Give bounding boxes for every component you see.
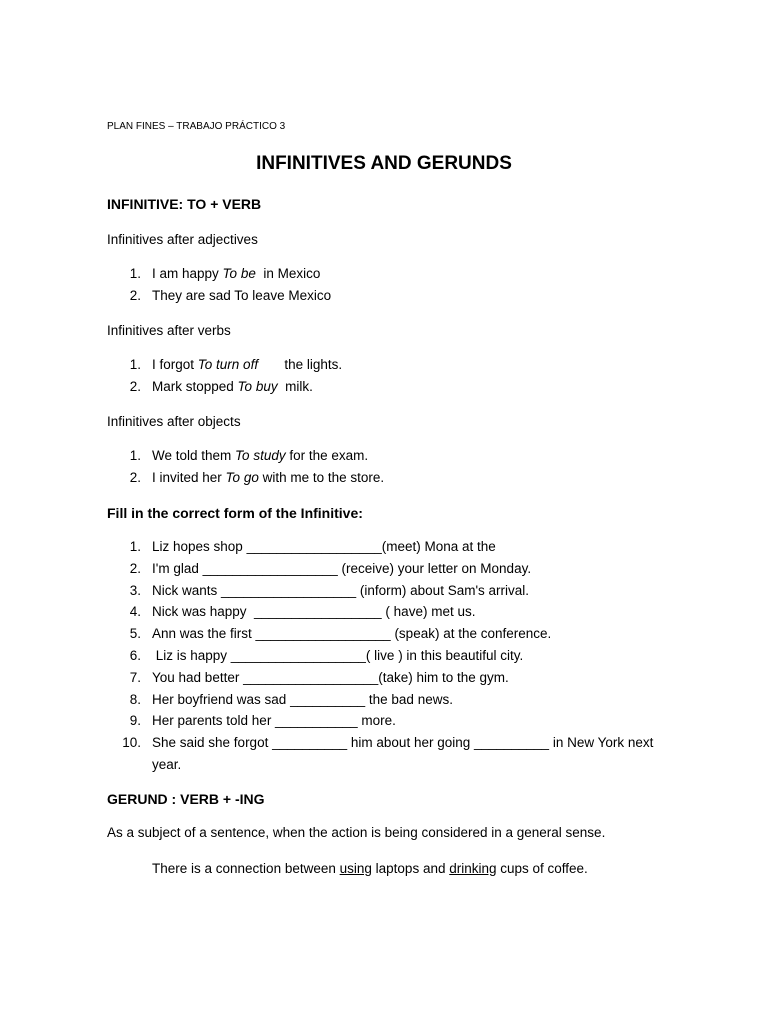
list-item: 1. I forgot To turn off the lights. (129, 357, 343, 372)
exercise-item: 2. I'm glad __________________ (receive) your letter on Monday. (129, 560, 532, 576)
gerund-description: As a subject of a sentence, when the action is being considered in a general sense. (107, 825, 606, 840)
list-item: 2. They are sad To leave Mexico (129, 287, 332, 303)
exercise-item: 5. Ann was the first __________________ (speak) at the conference. (129, 626, 552, 642)
verbs-label: Infinitives after verbs (107, 323, 231, 338)
underlined-gerund: drinking (449, 861, 497, 876)
list-item: 1. We told them To study for the exam. (129, 448, 369, 463)
exercise-list (107, 536, 667, 776)
objects-examples (107, 445, 667, 489)
exercise-heading: Fill in the correct form of the Infinitive: (107, 505, 363, 521)
verbs-examples (107, 354, 667, 398)
list-item: 2. Mark stopped To buy milk. (129, 378, 313, 394)
list-item: 2. I invited her To go with me to the store. (129, 469, 385, 485)
exercise-item: 8. Her boyfriend was sad __________ the bad news. (129, 691, 453, 707)
page-title: INFINITIVES AND GERUNDS (256, 153, 512, 174)
exercise-item: 9. Her parents told her ___________ more. (129, 713, 396, 729)
exercise-item: 6. Liz is happy __________________( live ) in this beautiful city. (129, 647, 524, 663)
exercise-item: 7. You had better __________________(take) him to the gym. (129, 669, 509, 685)
list-item: 1. I am happy To be in Mexico (129, 266, 321, 281)
objects-label: Infinitives after objects (107, 414, 241, 429)
exercise-item: 10. She said she forgot __________ him about her going __________ in New York next year. (122, 735, 654, 772)
gerund-example: There is a connection between using laptops and drinking cups of coffee. (152, 861, 588, 876)
exercise-item: 3. Nick wants __________________ (inform) about Sam's arrival. (129, 582, 530, 598)
underlined-gerund: using (339, 861, 372, 876)
infinitive-heading: INFINITIVE: TO + VERB (107, 196, 262, 212)
exercise-item: 4. Nick was happy _________________ ( have) met us. (129, 604, 476, 620)
course-label: PLAN FINES – TRABAJO PRÁCTICO 3 (107, 121, 286, 132)
adjectives-examples (107, 263, 667, 307)
gerund-heading: GERUND : VERB + -ING (107, 791, 265, 807)
exercise-item: 1. Liz hopes shop __________________(meet) Mona at the (129, 539, 496, 554)
adjectives-label: Infinitives after adjectives (107, 232, 258, 247)
